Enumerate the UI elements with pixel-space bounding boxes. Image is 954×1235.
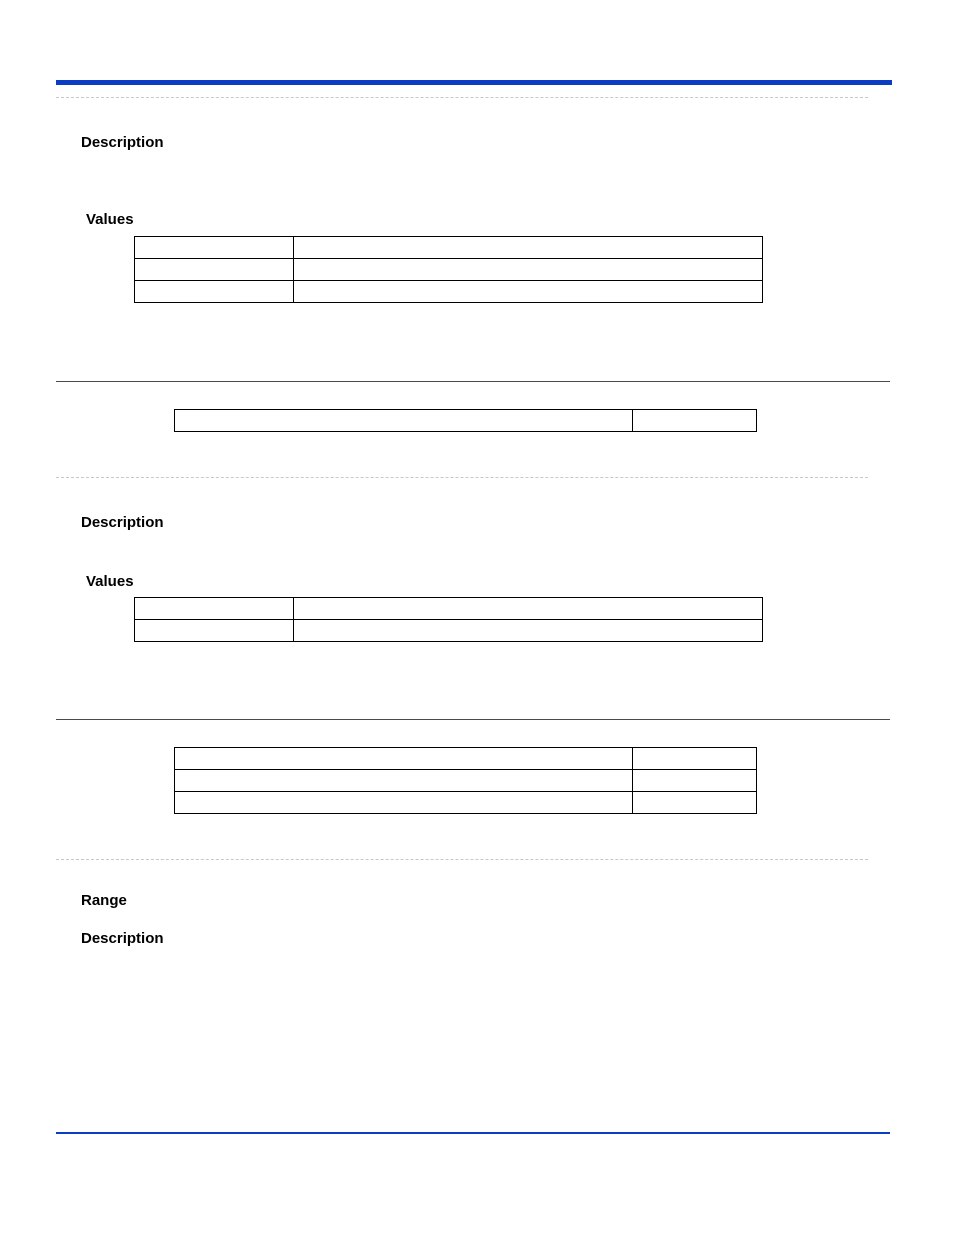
range-heading-3: Range bbox=[81, 892, 127, 909]
header-accent-rule bbox=[56, 80, 892, 85]
section-divider-1 bbox=[56, 381, 890, 382]
table-row bbox=[135, 281, 763, 303]
table-cell bbox=[633, 770, 757, 792]
summary-table-1 bbox=[174, 409, 757, 432]
values-table-2 bbox=[134, 597, 763, 642]
footer-accent-rule bbox=[56, 1132, 890, 1134]
table-cell bbox=[633, 410, 757, 432]
table-row bbox=[175, 792, 757, 814]
table-row bbox=[175, 770, 757, 792]
table-cell bbox=[294, 237, 763, 259]
table-cell bbox=[294, 598, 763, 620]
description-heading-1: Description bbox=[81, 134, 164, 151]
table-cell bbox=[175, 770, 633, 792]
table-cell bbox=[294, 259, 763, 281]
values-heading-2: Values bbox=[86, 573, 134, 590]
table-row bbox=[175, 748, 757, 770]
table-cell bbox=[135, 281, 294, 303]
table-row bbox=[135, 620, 763, 642]
section-separator-2 bbox=[56, 477, 868, 478]
description-heading-2: Description bbox=[81, 514, 164, 531]
table-row bbox=[135, 237, 763, 259]
table-row bbox=[135, 598, 763, 620]
table-cell bbox=[633, 748, 757, 770]
table-cell bbox=[633, 792, 757, 814]
table-row bbox=[135, 259, 763, 281]
values-heading-1: Values bbox=[86, 211, 134, 228]
section-separator-3 bbox=[56, 859, 868, 860]
table-cell bbox=[175, 792, 633, 814]
table-row bbox=[175, 410, 757, 432]
summary-table-2 bbox=[174, 747, 757, 814]
table-cell bbox=[135, 259, 294, 281]
table-cell bbox=[294, 281, 763, 303]
table-cell bbox=[135, 598, 294, 620]
table-cell bbox=[294, 620, 763, 642]
description-heading-3: Description bbox=[81, 930, 164, 947]
section-divider-2 bbox=[56, 719, 890, 720]
section-separator-1 bbox=[56, 97, 868, 98]
table-cell bbox=[135, 620, 294, 642]
table-cell bbox=[175, 748, 633, 770]
table-cell bbox=[135, 237, 294, 259]
table-cell bbox=[175, 410, 633, 432]
values-table-1 bbox=[134, 236, 763, 303]
